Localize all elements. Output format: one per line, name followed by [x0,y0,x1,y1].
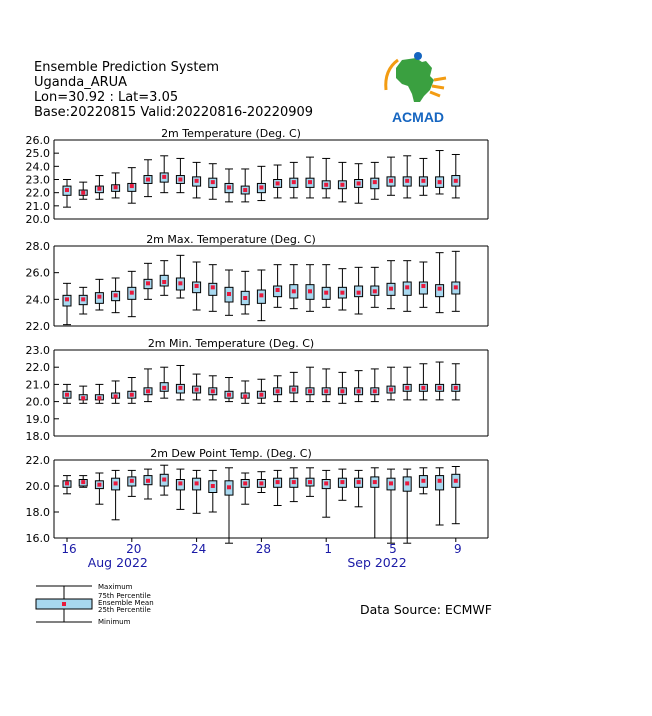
mean-marker [97,187,101,191]
logo-text: ACMAD [391,109,445,125]
y-tick-label: 22.0 [25,454,50,467]
y-tick-label: 26.0 [25,266,50,280]
y-tick-label: 18.0 [25,430,50,443]
mean-marker [259,293,263,297]
mean-marker [114,481,118,485]
mean-marker [178,481,182,485]
mean-marker [146,178,150,182]
mean-marker [405,179,409,183]
mean-marker [373,389,377,393]
mean-marker [308,389,312,393]
mean-marker [405,481,409,485]
y-tick-label: 18.0 [25,506,50,519]
mean-marker [65,188,69,192]
mean-marker [324,183,328,187]
mean-marker [308,180,312,184]
mean-marker [421,284,425,288]
mean-marker [81,396,85,400]
mean-marker [276,181,280,185]
y-tick-label: 22.0 [25,320,50,333]
mean-marker [243,481,247,485]
mean-marker [130,393,134,397]
mean-marker [130,291,134,295]
mean-marker [438,386,442,390]
mean-marker [259,393,263,397]
legend-max-label: Maximum [98,583,133,591]
mean-marker [308,480,312,484]
mean-marker [438,180,442,184]
mean-marker [259,185,263,189]
mean-marker [357,291,361,295]
y-tick-label: 22.0 [25,361,50,375]
mean-marker [211,180,215,184]
y-tick-label: 20.0 [25,395,50,409]
legend-mean-marker [62,602,66,606]
mean-marker [357,480,361,484]
mean-marker [340,291,344,295]
panel-title: 2m Max. Temperature (Deg. C) [146,233,316,246]
mean-marker [195,481,199,485]
mean-marker [373,480,377,484]
mean-marker [178,178,182,182]
mean-marker [97,483,101,487]
mean-marker [324,291,328,295]
y-tick-label: 24.0 [25,160,50,174]
mean-marker [65,297,69,301]
mean-marker [227,393,231,397]
panel-title: 2m Dew Point Temp. (Deg. C) [150,447,312,460]
mean-marker [227,185,231,189]
mean-marker [146,281,150,285]
data-source: Data Source: ECMWF [360,602,492,617]
y-tick-label: 23.0 [25,173,50,187]
x-tick-label: 5 [389,542,397,556]
mean-marker [114,394,118,398]
mean-marker [454,285,458,289]
mean-marker [276,389,280,393]
mean-marker [292,480,296,484]
mean-marker [438,287,442,291]
mean-marker [340,480,344,484]
mean-marker [357,389,361,393]
y-tick-label: 24.0 [25,293,50,307]
mean-marker [81,480,85,484]
y-tick-label: 16.0 [25,532,50,545]
y-tick-label: 26.0 [25,134,50,147]
mean-marker [308,289,312,293]
y-tick-label: 20.0 [25,213,50,226]
mean-marker [389,388,393,392]
legend [34,582,184,628]
mean-marker [243,296,247,300]
mean-marker [81,191,85,195]
y-tick-label: 25.0 [25,147,50,161]
mean-marker [340,183,344,187]
mean-marker [178,386,182,390]
mean-marker [324,481,328,485]
mean-marker [227,292,231,296]
y-tick-label: 21.0 [25,378,50,392]
mean-marker [357,181,361,185]
mean-marker [405,285,409,289]
mean-marker [81,297,85,301]
mean-marker [114,293,118,297]
mean-marker [421,179,425,183]
mean-marker [195,179,199,183]
mean-marker [454,479,458,483]
header-coordinates: Lon=30.92 : Lat=3.05 [34,90,179,105]
mean-marker [211,285,215,289]
mean-marker [454,179,458,183]
y-tick-label: 23.0 [25,344,50,357]
legend-p75-label: 75th Percentile [98,592,151,600]
mean-marker [389,481,393,485]
mean-marker [373,289,377,293]
x-tick-label: 20 [126,542,142,556]
mean-marker [130,184,134,188]
mean-marker [421,479,425,483]
header-system: Ensemble Prediction System [34,60,220,75]
x-tick-label: 28 [255,542,272,556]
x-tick-label: 16 [61,542,77,556]
mean-marker [195,388,199,392]
mean-marker [454,386,458,390]
legend-mean-label: Ensemble Mean [98,599,154,607]
mean-marker [421,386,425,390]
mean-marker [276,480,280,484]
mean-marker [373,180,377,184]
x-month-label: Sep 2022 [347,555,407,570]
y-tick-label: 28.0 [25,240,50,253]
mean-marker [162,280,166,284]
mean-marker [65,393,69,397]
mean-marker [259,481,263,485]
y-tick-label: 22.0 [25,186,50,200]
mean-marker [178,281,182,285]
mean-marker [227,485,231,489]
y-tick-label: 21.0 [25,199,50,213]
mean-marker [114,185,118,189]
mean-marker [405,386,409,390]
mean-marker [276,288,280,292]
mean-marker [146,389,150,393]
x-tick-label: 9 [453,542,462,556]
legend-p25-label: 25th Percentile [98,606,151,614]
mean-marker [97,396,101,400]
mean-marker [292,289,296,293]
mean-marker [162,478,166,482]
mean-marker [162,386,166,390]
x-tick-label: 1 [324,542,333,556]
mean-marker [292,388,296,392]
mean-marker [211,484,215,488]
panel-title: 2m Temperature (Deg. C) [161,127,301,140]
mean-marker [146,479,150,483]
mean-marker [97,295,101,299]
mean-marker [389,179,393,183]
mean-marker [195,284,199,288]
mean-marker [243,394,247,398]
mean-marker [292,180,296,184]
y-tick-label: 19.0 [25,412,50,426]
mean-marker [438,479,442,483]
header-location: Uganda_ARUA [34,75,128,90]
mean-marker [243,188,247,192]
mean-marker [389,287,393,291]
mean-marker [211,389,215,393]
x-month-label: Aug 2022 [87,555,148,570]
mean-marker [324,389,328,393]
x-tick-label: 24 [190,542,207,556]
header-dates: Base:20220815 Valid:20220816-20220909 [34,105,314,120]
y-tick-label: 20.0 [25,480,50,493]
legend-min-label: Minimum [98,618,131,626]
panel-title: 2m Min. Temperature (Deg. C) [147,337,315,350]
mean-marker [162,175,166,179]
mean-marker [130,479,134,483]
mean-marker [65,481,69,485]
mean-marker [340,389,344,393]
